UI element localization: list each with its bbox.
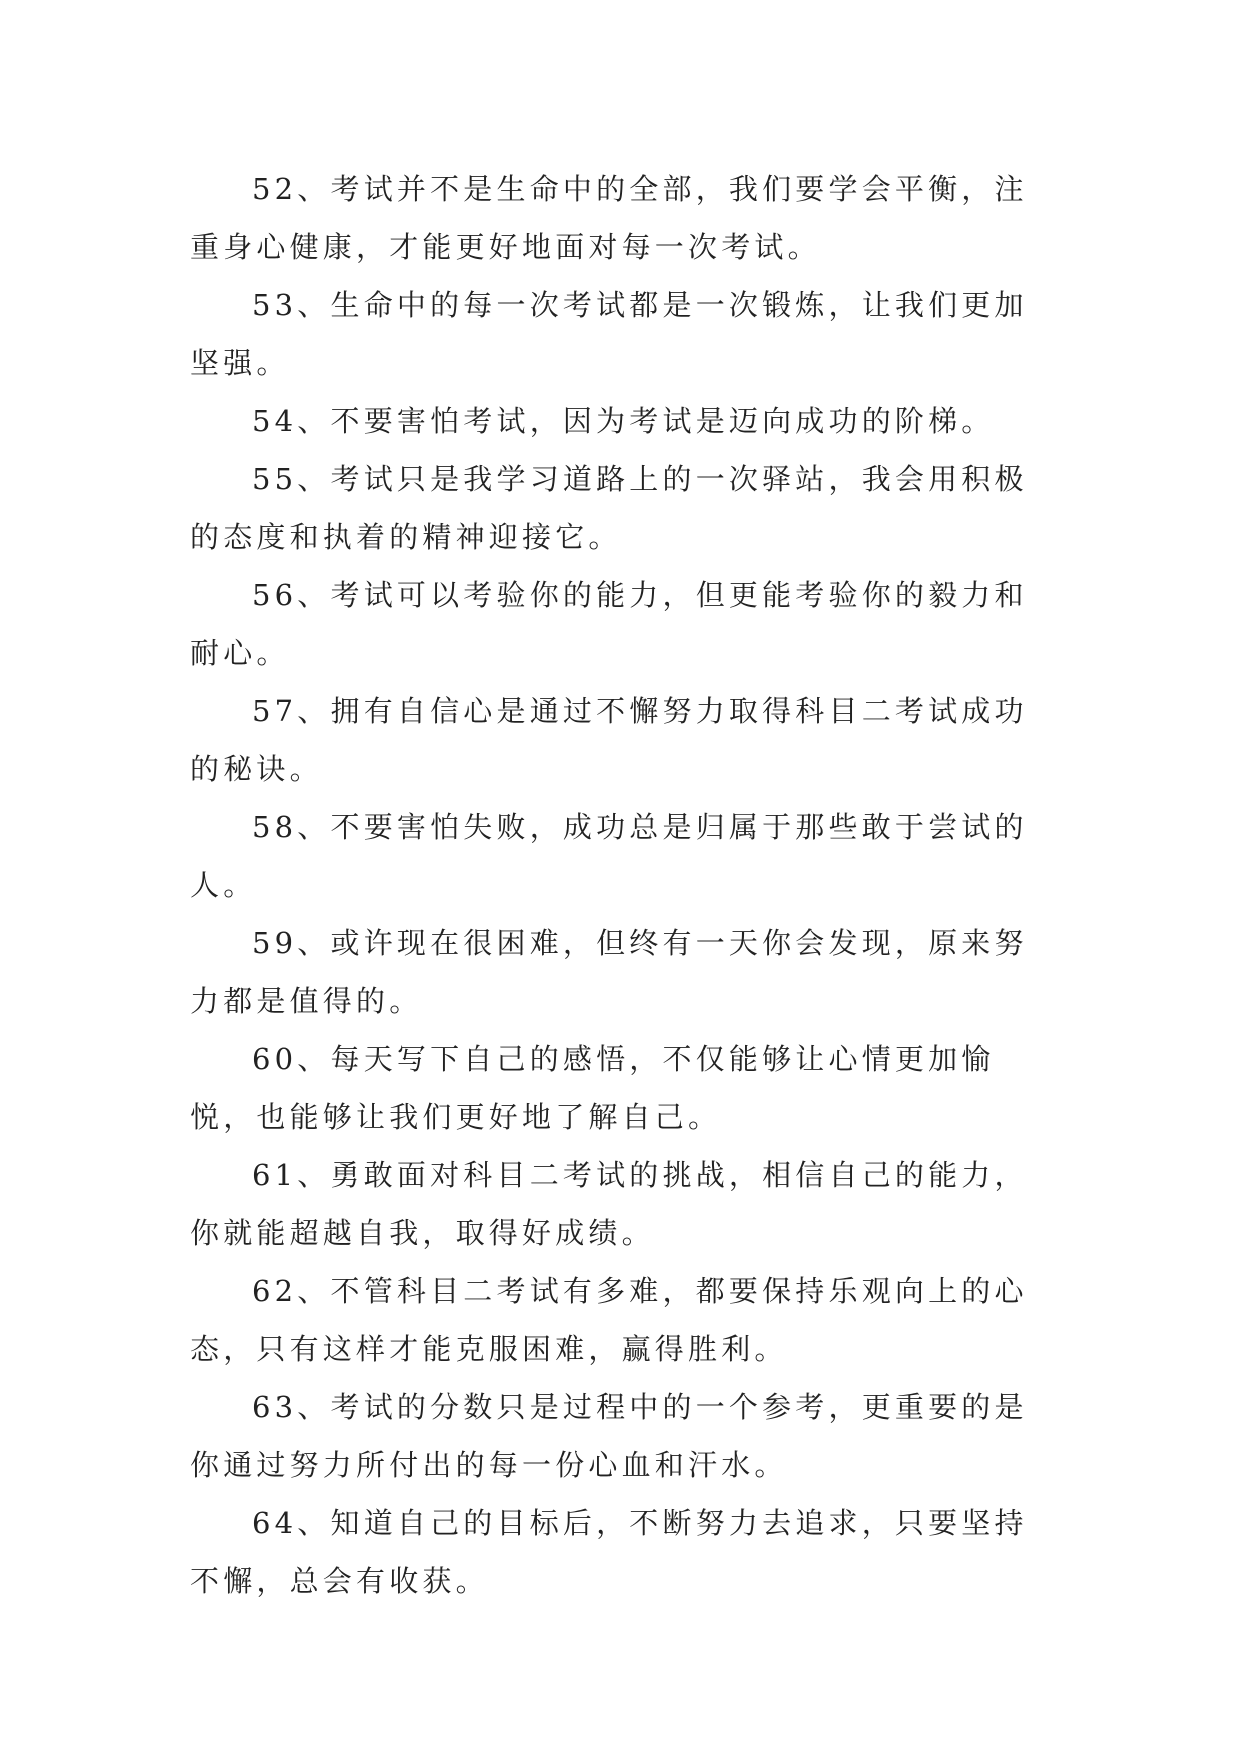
- paragraph-60: 60、每天写下自己的感悟，不仅能够让心情更加愉悦，也能够让我们更好地了解自己。: [190, 1042, 995, 1134]
- paragraph-57: 57、拥有自信心是通过不懈努力取得科目二考试成功的秘诀。: [190, 694, 1028, 786]
- document-body: [190, 160, 1050, 1610]
- paragraph-63: 63、考试的分数只是过程中的一个参考，更重要的是你通过努力所付出的每一份心血和汗水。: [190, 1390, 1028, 1482]
- paragraph-55: 55、考试只是我学习道路上的一次驿站，我会用积极的态度和执着的精神迎接它。: [190, 462, 1028, 554]
- paragraph-56: 56、考试可以考验你的能力，但更能考验你的毅力和耐心。: [190, 578, 1028, 670]
- paragraph-59: 59、或许现在很困难，但终有一天你会发现，原来努力都是值得的。: [190, 926, 1028, 1018]
- paragraph-52: 52、考试并不是生命中的全部，我们要学会平衡，注重身心健康，才能更好地面对每一次考试。: [190, 172, 1028, 264]
- paragraph-61: 61、勇敢面对科目二考试的挑战，相信自己的能力，你就能超越自我，取得好成绩。: [190, 1158, 1028, 1250]
- paragraph-53: 53、生命中的每一次考试都是一次锻炼，让我们更加坚强。: [190, 288, 1028, 380]
- paragraph-58: 58、不要害怕失败，成功总是归属于那些敢于尝试的人。: [190, 810, 1028, 902]
- paragraph-62: 62、不管科目二考试有多难，都要保持乐观向上的心态，只有这样才能克服困难，赢得胜利。: [190, 1274, 1028, 1366]
- paragraph-64: 64、知道自己的目标后，不断努力去追求，只要坚持不懈，总会有收获。: [190, 1506, 1028, 1598]
- paragraph-54: 54、不要害怕考试，因为考试是迈向成功的阶梯。: [252, 404, 995, 438]
